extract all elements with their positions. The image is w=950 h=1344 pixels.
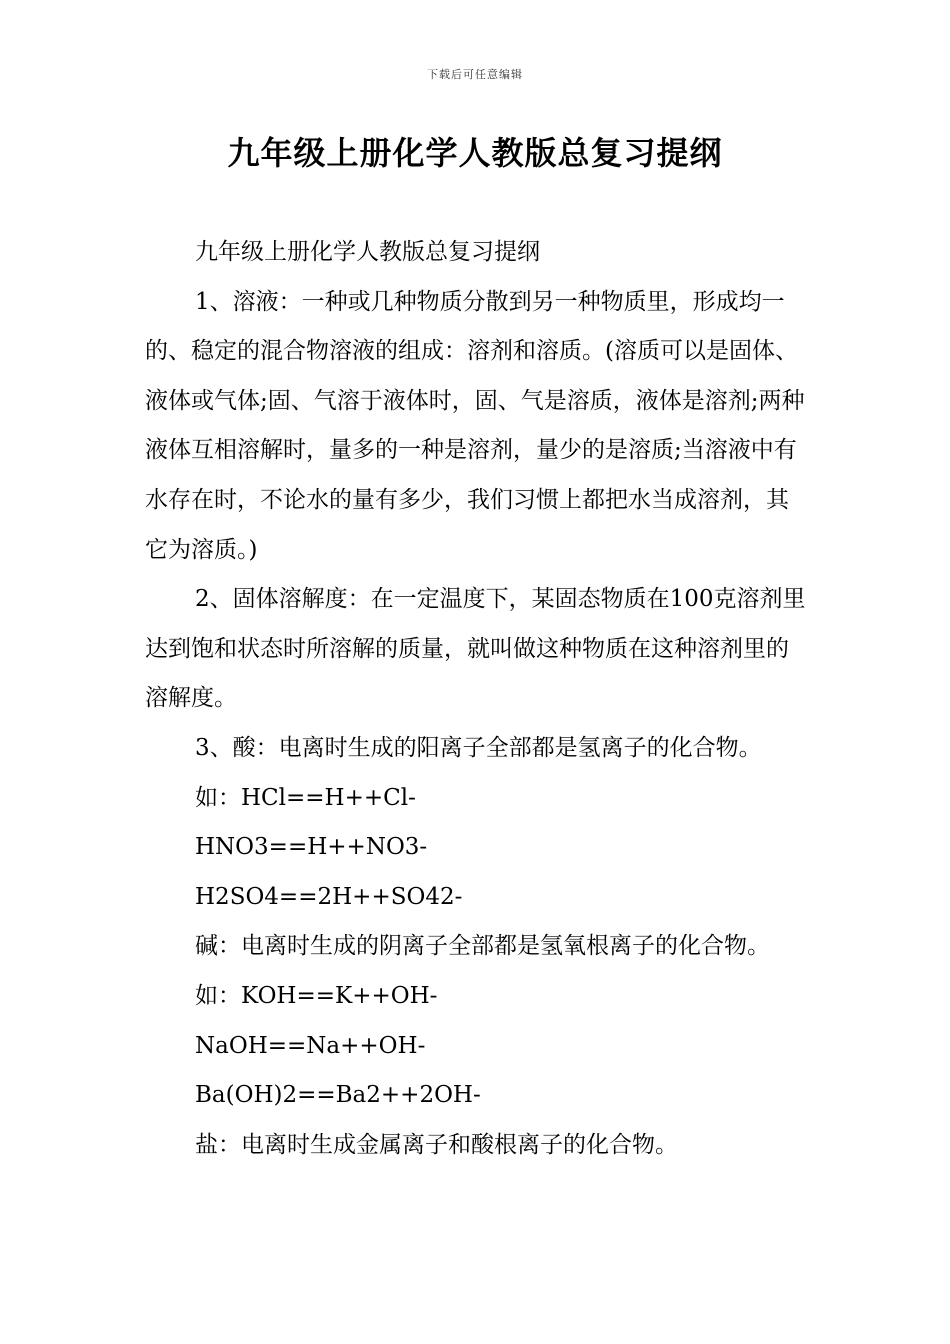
paragraph-subtitle: 九年级上册化学人教版总复习提纲 [195, 239, 540, 265]
document-title: 九年级上册化学人教版总复习提纲 [227, 134, 723, 172]
formula-line: 如：HCl==H++Cl- [195, 784, 416, 811]
formula-line: H2SO4==2H++SO42- [195, 883, 463, 910]
paragraph-salt: 盐：电离时生成金属离子和酸根离子的化合物。 [195, 1131, 678, 1158]
formula-line: 如：KOH==K++OH- [195, 982, 438, 1009]
paragraph-solution: 1、溶液：一种或几种物质分散到另一种物质里，形成均一的、稳定的混合物溶液的组成：溶剂和溶质。(溶质可以是固体、液体或气体;固、气溶于液体时，固、气是溶质，液体是溶剂;两种液体互相溶解时，量多的一种是溶剂，量少的是溶质;当溶液中有水存在时，不论水的量有多少，我们习惯上都把水当成溶剂，其它为溶质。) [145, 288, 805, 563]
formula-line: NaOH==Na++OH- [195, 1032, 426, 1059]
formula-line: Ba(OH)2==Ba2++2OH- [195, 1082, 481, 1109]
paragraph-base: 碱：电离时生成的阴离子全部都是氢氧根离子的化合物。 [195, 933, 770, 960]
formula-line: HNO3==H++NO3- [195, 834, 428, 861]
document-body [145, 228, 810, 1170]
page-header-note: 下载后可任意编辑 [427, 68, 523, 81]
paragraph-solubility: 2、固体溶解度：在一定温度下，某固态物质在100克溶剂里达到饱和状态时所溶解的质量，就叫做这种物质在这种溶剂里的溶解度。 [145, 586, 806, 712]
paragraph-acid: 3、酸：电离时生成的阳离子全部都是氢离子的化合物。 [195, 734, 762, 761]
